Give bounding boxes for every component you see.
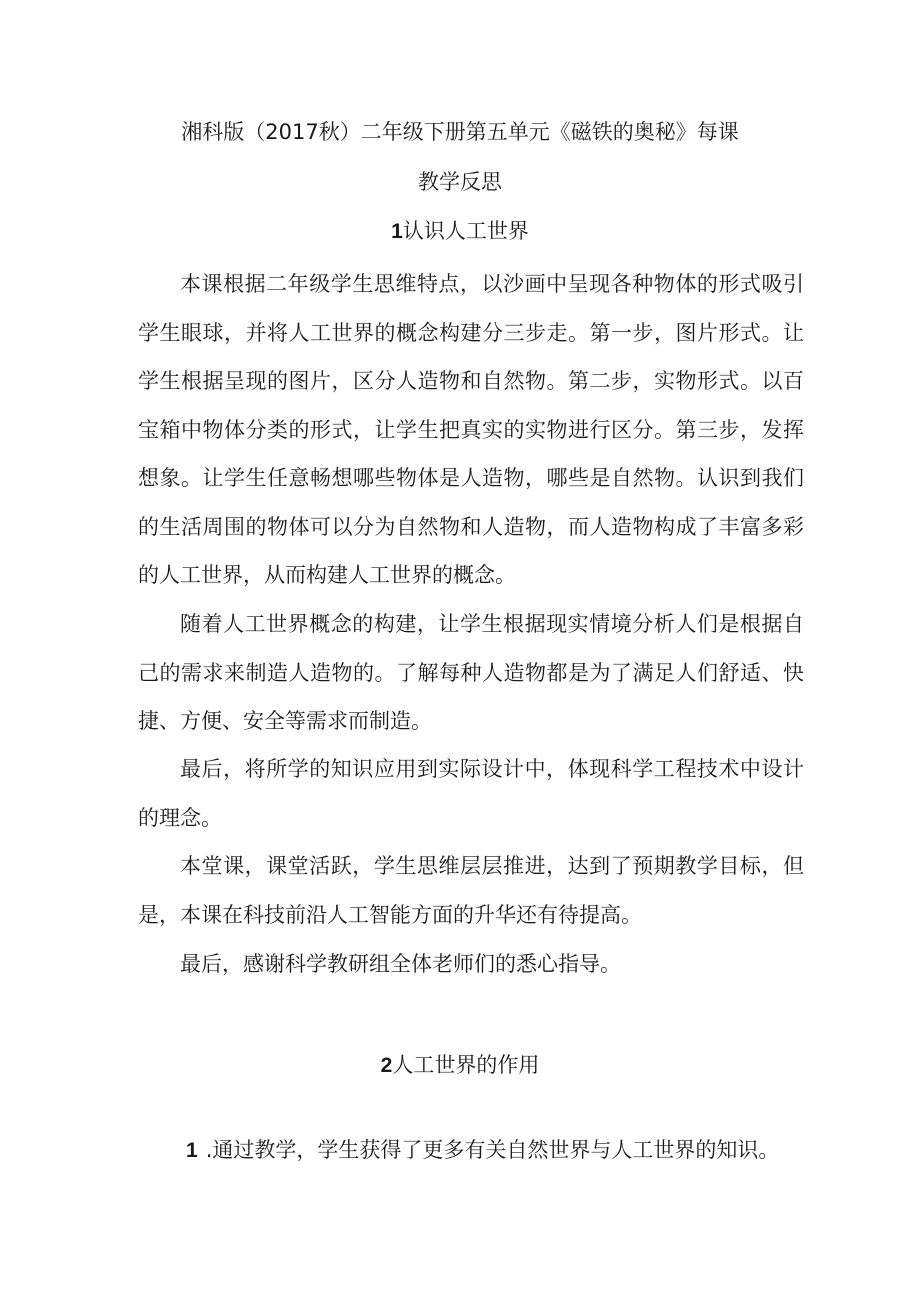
section-number: 1 [391,220,403,243]
paragraph: 最后，感谢科学教研组全体老师们的悉心指导。 [180,952,621,976]
section-title: 认识人工世界 [402,219,529,243]
section-heading-2 [0,1050,920,1081]
list-item-text: .通过教学，学生获得了更多有关自然世界与人工世界的知识。 [205,1138,780,1162]
list-item [186,1135,816,1166]
paragraph: 最后，将所学的知识应用到实际设计中，体现科学工程技术中设计的理念。 [138,757,804,830]
document-title-continued: 教学反思 [418,170,502,194]
section-title: 人工世界的作用 [392,1053,540,1077]
paragraph: 随着人工世界概念的构建，让学生根据现实情境分析人们是根据自己的需求来制造人造物的。了解每种人造物都是为了满足人们舒适、快捷、方便、安全等需求而制造。 [138,612,804,733]
document-title: 湘科版（2017秋）二年级下册第五单元《磁铁的奥秘》每课 [181,120,739,144]
section-number: 2 [380,1054,393,1077]
paragraph: 本课根据二年级学生思维特点，以沙画中呈现各种物体的形式吸引学生眼球，并将人工世界的概念构建分三步走。第一步，图片形式。让学生根据呈现的图片，区分人造物和自然物。第二步，实物形式。以百宝箱中物体分类的形式，让学生把真实的实物进行区分。第三步，发挥想象。让学生任意畅想哪些物体是人造物，哪些是自然物。认识到我们的生活周围的物体可以分为自然物和人造物，而人造物构成了丰富多彩的人工世界，从而构建人工世界的概念。 [138,272,804,587]
list-item-number: 1 [186,1139,198,1162]
section-heading-1 [0,216,920,247]
paragraph: 本堂课，课堂活跃，学生思维层层推进，达到了预期教学目标，但是，本课在科技前沿人工智能方面的升华还有待提高。 [138,854,804,927]
